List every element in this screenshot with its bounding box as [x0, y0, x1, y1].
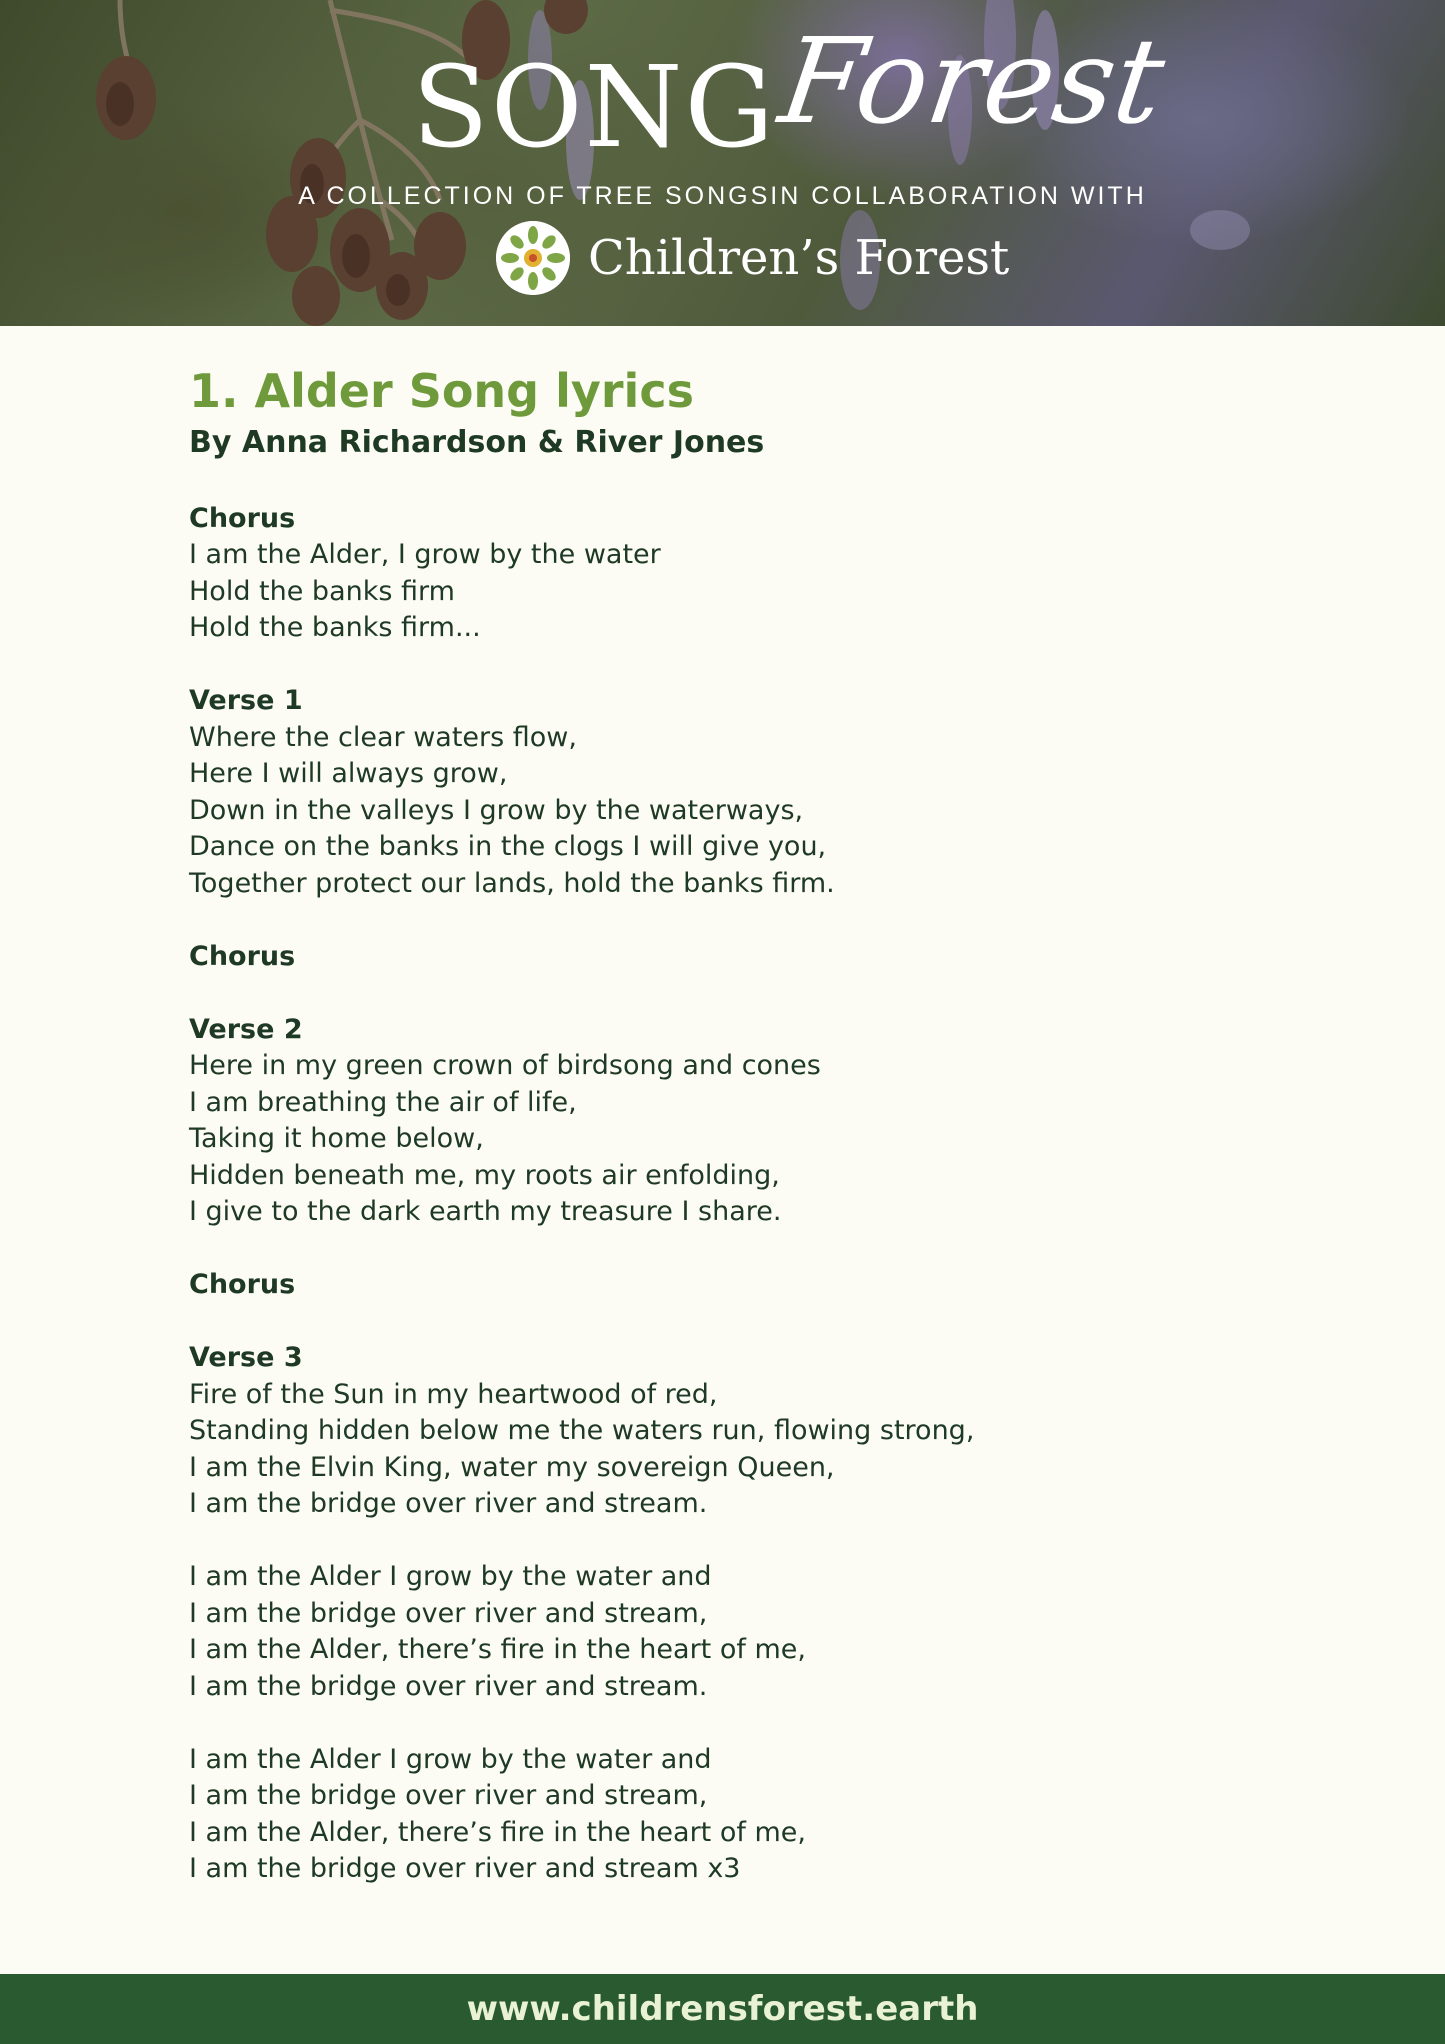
section-heading: Verse 2 — [189, 1013, 303, 1045]
header-tagline: A COLLECTION OF TREE SONGSIN COLLABORATION WITH — [298, 182, 1147, 210]
lyrics-section — [189, 1559, 1289, 1705]
lyrics-section — [189, 501, 1289, 647]
lyric-line: Here I will always grow, — [189, 758, 508, 789]
lyric-line: Down in the valleys I grow by the waterways, — [189, 794, 804, 826]
lyric-line: Taking it home below, — [189, 1123, 484, 1154]
lyrics-section — [189, 1267, 1289, 1304]
lyric-line: I am the Alder, there’s fire in the heart of me, — [189, 1816, 806, 1848]
lyric-line: I am the bridge over river and stream x3 — [189, 1853, 741, 1884]
footer-bar — [0, 1974, 1445, 2044]
section-heading: Chorus — [189, 1269, 296, 1300]
section-heading: Chorus — [189, 502, 296, 534]
lyrics-sections — [189, 501, 1289, 1888]
lyric-line: Hidden beneath me, my roots air enfolding, — [189, 1159, 780, 1191]
lyrics-content — [189, 360, 1289, 1888]
lyric-line: Standing hidden below me the waters run, flowing strong, — [189, 1415, 975, 1446]
lyric-line: Fire of the Sun in my heartwood of red, — [189, 1378, 718, 1410]
section-heading: Verse 1 — [189, 685, 303, 716]
lyric-line: I am the bridge over river and stream, — [189, 1597, 708, 1629]
lyric-line: Hold the banks firm — [189, 575, 455, 607]
lyric-line: I am the bridge over river and stream. — [189, 1488, 708, 1519]
footer-url[interactable]: www.childrensforest.earth — [466, 1989, 979, 2029]
lyrics-section — [189, 1340, 1289, 1523]
lyric-line: Where the clear waters flow, — [189, 721, 577, 753]
lyric-line: I am the Alder I grow by the water and — [189, 1743, 712, 1775]
song-byline: By Anna Richardson & River Jones — [189, 425, 765, 460]
section-heading: Verse 3 — [189, 1342, 303, 1373]
logo-forest-word: Forest — [772, 12, 1173, 150]
lyric-line: I am the bridge over river and stream. — [189, 1670, 708, 1702]
lyrics-section — [189, 939, 1289, 976]
lyric-line: Dance on the banks in the clogs I will give you, — [189, 831, 827, 862]
lyric-line: I am the Alder, I grow by the water — [189, 539, 661, 570]
partner-name: Children’s Forest — [588, 230, 1010, 286]
lyric-line: Together protect our lands, hold the banks firm. — [189, 867, 835, 899]
lyrics-section — [189, 683, 1289, 902]
lyric-line: I am the bridge over river and stream, — [189, 1780, 708, 1811]
lyric-line: I am breathing the air of life, — [189, 1086, 577, 1118]
partner-logo — [496, 220, 1009, 296]
logo-song-word: SONG — [412, 43, 777, 173]
section-heading: Chorus — [189, 940, 296, 972]
lyric-line: I am the Alder I grow by the water and — [189, 1561, 712, 1592]
lyric-line: I am the Elvin King, water my sovereign Queen, — [189, 1451, 835, 1483]
lyrics-section — [189, 1012, 1289, 1231]
lyric-line: Hold the banks firm... — [189, 612, 481, 643]
lyric-line: I am the Alder, there’s fire in the heart of me, — [189, 1634, 806, 1665]
lyric-line: I give to the dark earth my treasure I share. — [189, 1196, 782, 1227]
lyrics-section — [189, 1742, 1289, 1888]
lyric-line: Here in my green crown of birdsong and cones — [189, 1050, 821, 1081]
flower-emblem-icon — [496, 221, 570, 295]
song-title: 1. Alder Song lyrics — [189, 364, 694, 418]
header-banner — [0, 0, 1445, 326]
